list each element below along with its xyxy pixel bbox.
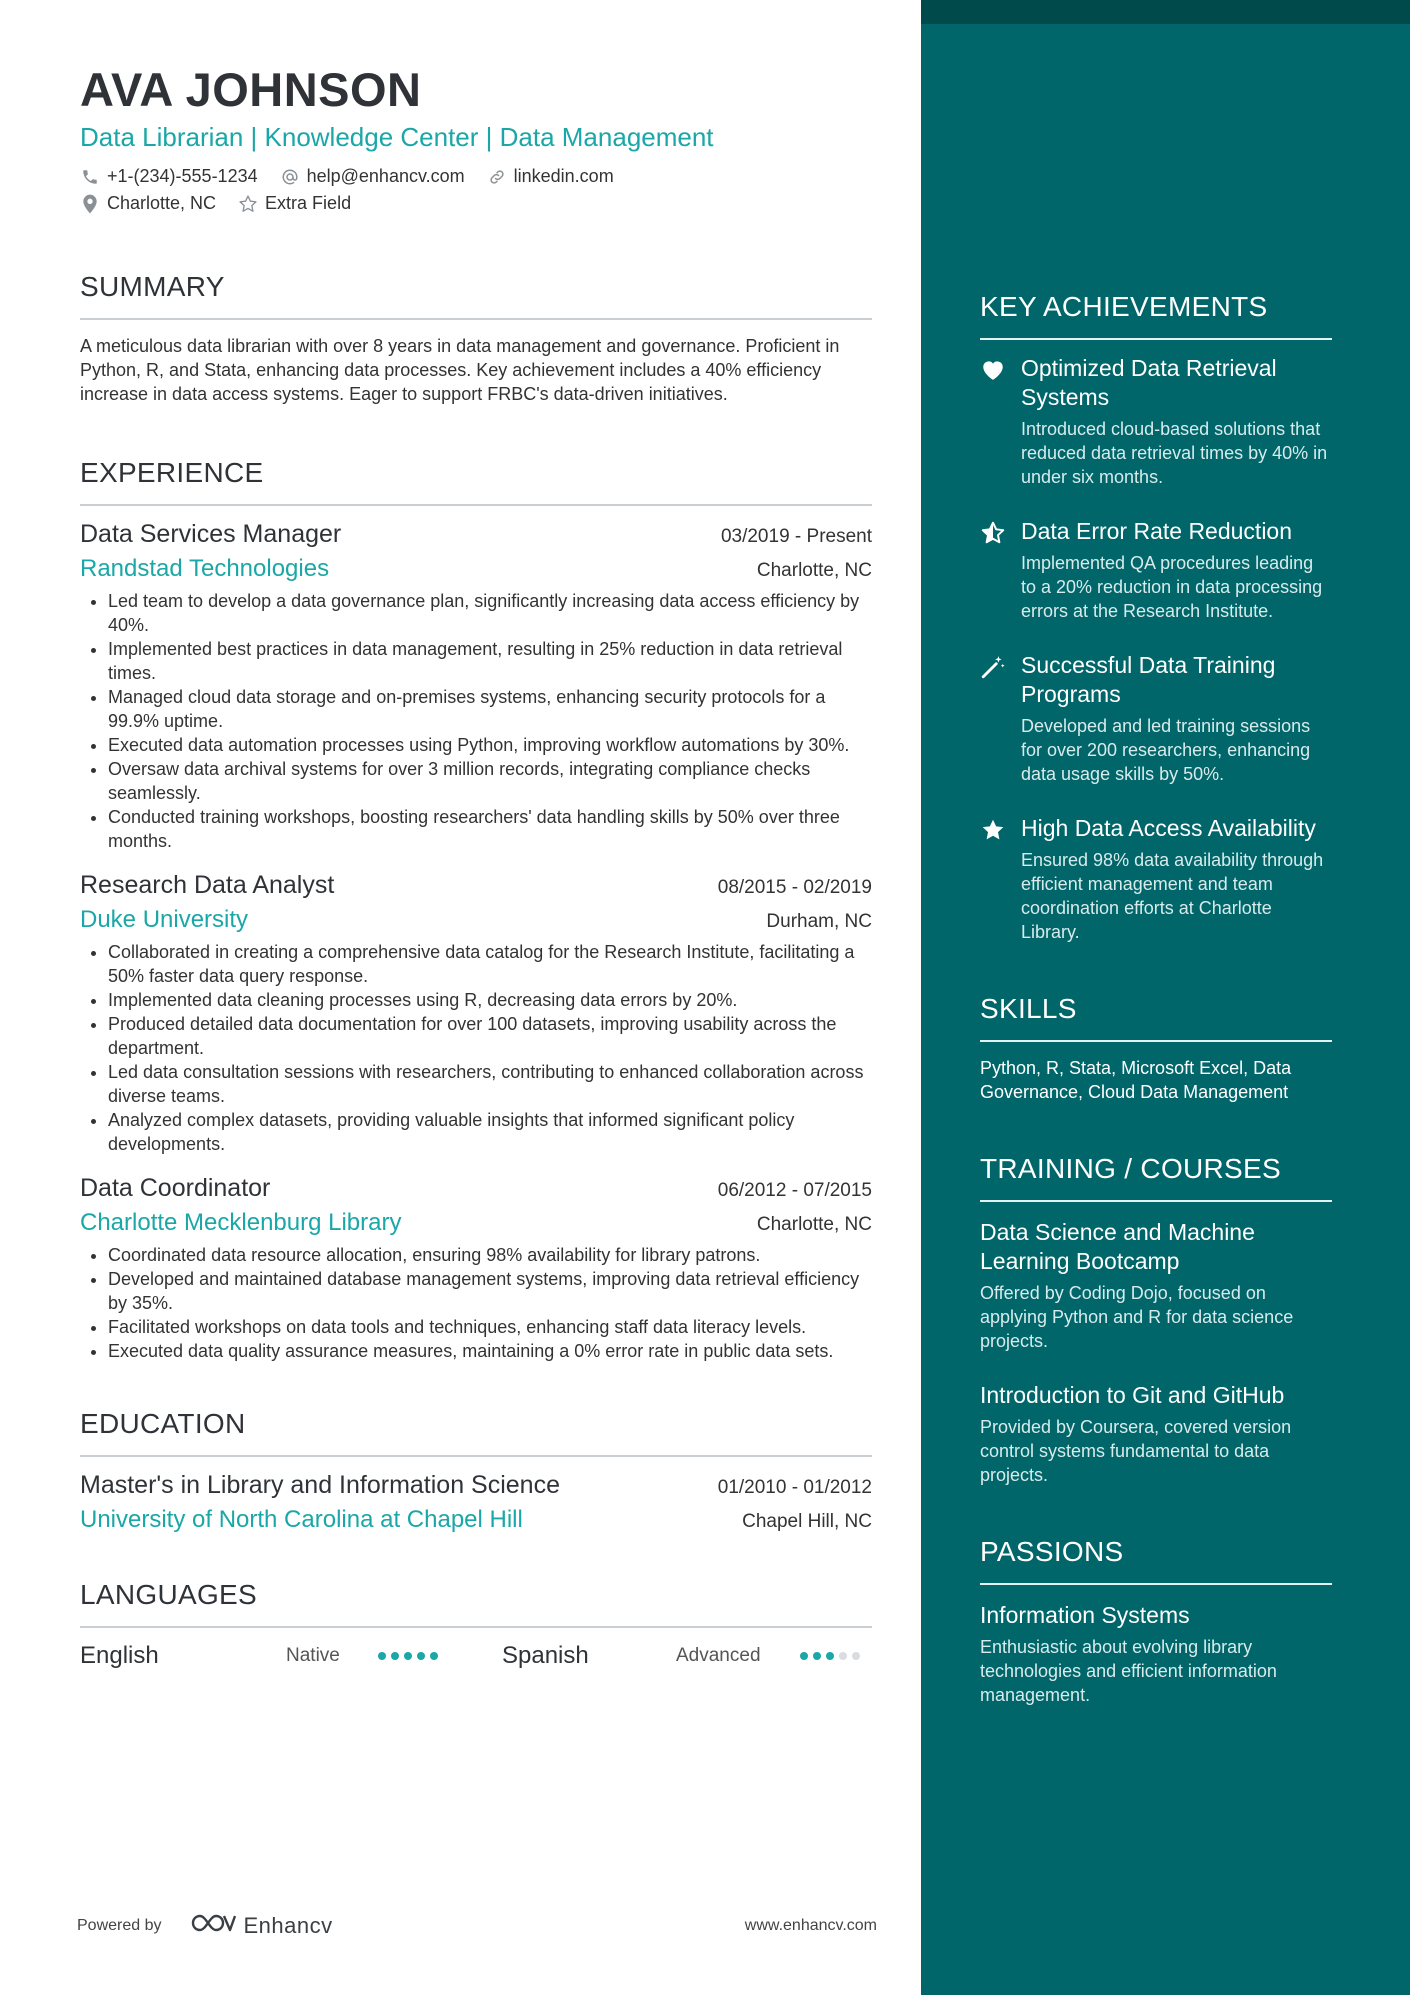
skills-text: Python, R, Stata, Microsoft Excel, Data Governance, Cloud Data Management: [980, 1058, 1292, 1102]
training-divider: [980, 1200, 1332, 1202]
experience-entry: [80, 871, 872, 1156]
job-bullet: • Collaborated in creating a comprehensive data catalog for the Research Institute, facilitating a 50% faster data query response.: [108, 940, 872, 988]
skills-section: [980, 992, 1332, 1104]
heart-icon: [980, 354, 1008, 489]
achievement-body: [1021, 354, 1332, 489]
proficiency-dot: [839, 1652, 847, 1660]
job-company: Randstad Technologies: [80, 555, 330, 582]
experience-title: EXPERIENCE: [80, 457, 264, 488]
training-title: TRAINING / COURSES: [980, 1153, 1281, 1184]
job-bullet: • Analyzed complex datasets, providing valuable insights that informed significant policy developments.: [108, 1108, 872, 1156]
passion-description: Enthusiastic about evolving library technologies and efficient information management.: [980, 1637, 1277, 1705]
contact-email[interactable]: [280, 166, 465, 187]
summary-divider: [80, 318, 872, 320]
achievement-description: Developed and led training sessions for over 200 researchers, enhancing data usage skills by 50%.: [1021, 716, 1311, 784]
achievement-title: Optimized Data Retrieval Systems: [1021, 355, 1277, 410]
star-icon: [980, 814, 1008, 944]
achievement-item: [980, 651, 1332, 786]
job-title: Research Data Analyst: [80, 871, 335, 899]
job-dates: 08/2015 - 02/2019: [717, 877, 872, 898]
footer: [77, 1912, 877, 1939]
languages-row: [80, 1642, 872, 1670]
job-location: Charlotte, NC: [756, 560, 872, 581]
education-degree: Master's in Library and Information Science: [80, 1471, 560, 1499]
job-row-bottom: [80, 906, 872, 934]
language-level: Native: [286, 1645, 340, 1666]
sidebar-content: [980, 290, 1332, 1707]
language-name: English: [80, 1642, 159, 1669]
course-title: Introduction to Git and GitHub: [980, 1382, 1285, 1408]
brand-name: Enhancv: [243, 1912, 333, 1938]
summary-text: A meticulous data librarian with over 8 years in data management and governance. Proficient in Python, R, and Stata, enhancing data processes. Key achievement includes a 40% efficiency increase in data access systems. Eager to support FRBC's data-driven initiatives.: [80, 336, 840, 404]
achievement-item: [980, 517, 1332, 623]
job-row-top: [80, 520, 872, 549]
phone-text: +1-(234)-555-1234: [107, 166, 258, 186]
proficiency-dot: [417, 1652, 425, 1660]
education-dates: 01/2010 - 01/2012: [717, 1477, 872, 1498]
course-description: Offered by Coding Dojo, focused on applying Python and R for data science projects.: [980, 1283, 1294, 1351]
education-entry: [80, 1471, 872, 1534]
job-bullet: • Oversaw data archival systems for over 3 million records, integrating compliance checks seamlessly.: [108, 757, 872, 805]
at-icon: [280, 167, 300, 187]
achievement-item: [980, 814, 1332, 944]
candidate-name: AVA JOHNSON: [80, 63, 422, 116]
proficiency-dot: [813, 1652, 821, 1660]
achievements-divider: [980, 338, 1332, 340]
contact-row-secondary: [80, 193, 872, 214]
achievement-title: Data Error Rate Reduction: [1021, 518, 1293, 544]
job-row-top: [80, 871, 872, 900]
achievements-list: [980, 354, 1332, 944]
languages-title: LANGUAGES: [80, 1579, 257, 1610]
email-text: help@enhancv.com: [306, 166, 465, 186]
education-title: EDUCATION: [80, 1408, 246, 1439]
job-title: Data Services Manager: [80, 520, 342, 548]
candidate-headline: Data Librarian | Knowledge Center | Data Management: [80, 122, 714, 152]
magic-wand-icon: [980, 651, 1008, 786]
experience-entry: [80, 520, 872, 853]
education-divider: [80, 1455, 872, 1457]
experience-section: [80, 456, 872, 1363]
skills-divider: [980, 1040, 1332, 1042]
passion-title: Information Systems: [980, 1602, 1190, 1628]
job-bullet: • Executed data automation processes using Python, improving workflow automations by 30%.: [108, 733, 872, 757]
training-section: [980, 1152, 1332, 1487]
summary-section: [80, 270, 872, 406]
achievement-item: [980, 354, 1332, 489]
job-dates: 03/2019 - Present: [720, 526, 872, 547]
language-proficiency-dots: [800, 1652, 860, 1660]
job-row-top: [80, 1174, 872, 1203]
job-bullets: [80, 940, 872, 1156]
contact-row-primary: [80, 166, 872, 187]
languages-section: [80, 1578, 872, 1670]
achievement-body: [1021, 517, 1332, 623]
experience-entry: [80, 1174, 872, 1363]
job-row-bottom: [80, 555, 872, 583]
job-company: Charlotte Mecklenburg Library: [80, 1209, 402, 1236]
extra-text: Extra Field: [265, 193, 352, 213]
proficiency-dot: [378, 1652, 386, 1660]
education-location: Chapel Hill, NC: [742, 1511, 872, 1532]
achievements-title: KEY ACHIEVEMENTS: [980, 291, 1268, 322]
proficiency-dot: [430, 1652, 438, 1660]
course-description: Provided by Coursera, covered version control systems fundamental to data projects.: [980, 1417, 1292, 1485]
course-title: Data Science and Machine Learning Bootcamp: [980, 1219, 1255, 1274]
achievement-title: High Data Access Availability: [1021, 815, 1316, 841]
job-location: Charlotte, NC: [756, 1214, 872, 1235]
job-bullet: • Conducted training workshops, boosting researchers' data handling skills by 50% over three months.: [108, 805, 872, 853]
achievement-description: Introduced cloud-based solutions that reduced data retrieval times by 40% in under six months.: [1021, 419, 1328, 487]
languages-divider: [80, 1626, 872, 1628]
brand-logo[interactable]: [190, 1912, 333, 1939]
achievement-body: [1021, 814, 1332, 944]
language-name: Spanish: [502, 1642, 589, 1669]
job-company: Duke University: [80, 906, 249, 933]
job-bullets: [80, 1243, 872, 1363]
job-bullets: [80, 589, 872, 853]
achievements-section: [980, 290, 1332, 944]
proficiency-dot: [826, 1652, 834, 1660]
job-bullet: • Managed cloud data storage and on-premises systems, enhancing security protocols for a 99.9% uptime.: [108, 685, 872, 733]
experience-divider: [80, 504, 872, 506]
job-bullet: • Implemented best practices in data management, resulting in 25% reduction in data retrieval times.: [108, 637, 872, 685]
education-section: [80, 1407, 872, 1534]
language-proficiency-dots: [378, 1652, 502, 1660]
contact-phone[interactable]: [80, 166, 258, 187]
experience-list: [80, 520, 872, 1363]
passions-divider: [980, 1583, 1332, 1585]
sidebar-column: [921, 0, 1410, 1995]
location-pin-icon: [80, 194, 100, 214]
achievement-description: Implemented QA procedures leading to a 20% reduction in data processing errors at the Research Institute.: [1021, 553, 1323, 621]
contact-location: [80, 193, 216, 214]
passions-section: [980, 1535, 1332, 1707]
achievement-body: [1021, 651, 1332, 786]
skills-title: SKILLS: [980, 993, 1077, 1024]
job-title: Data Coordinator: [80, 1174, 271, 1202]
education-row-top: [80, 1471, 872, 1500]
job-row-bottom: [80, 1209, 872, 1237]
proficiency-dot: [404, 1652, 412, 1660]
star-outline-icon: [238, 194, 258, 214]
proficiency-dot: [391, 1652, 399, 1660]
contact-linkedin[interactable]: [487, 166, 614, 187]
job-bullet: • Developed and maintained database management systems, improving data retrieval efficiency by 35%.: [108, 1267, 872, 1315]
education-row-bottom: [80, 1506, 872, 1534]
job-bullet: • Implemented data cleaning processes using R, decreasing data errors by 20%.: [108, 988, 872, 1012]
achievement-title: Successful Data Training Programs: [1021, 652, 1276, 707]
sidebar-top-band: [921, 0, 1410, 24]
proficiency-dot: [800, 1652, 808, 1660]
passions-title: PASSIONS: [980, 1536, 1124, 1567]
job-location: Durham, NC: [766, 911, 872, 932]
star-half-icon: [980, 517, 1008, 623]
phone-icon: [80, 167, 100, 187]
job-bullet: • Produced detailed data documentation for over 100 datasets, improving usability across the department.: [108, 1012, 872, 1060]
achievement-description: Ensured 98% data availability through efficient management and team coordination efforts at Charlotte Library.: [1021, 850, 1324, 942]
enhancv-logo-icon: [190, 1912, 236, 1939]
education-school: University of North Carolina at Chapel Hill: [80, 1506, 523, 1533]
powered-by-label: Powered by: [77, 1916, 162, 1934]
job-bullet: • Led team to develop a data governance plan, significantly increasing data access efficiency by 40%.: [108, 589, 872, 637]
proficiency-dot: [852, 1652, 860, 1660]
summary-title: SUMMARY: [80, 271, 225, 302]
job-dates: 06/2012 - 07/2015: [717, 1180, 872, 1201]
location-text: Charlotte, NC: [107, 193, 217, 213]
linkedin-text: linkedin.com: [513, 166, 614, 186]
job-bullet: • Facilitated workshops on data tools and techniques, enhancing staff data literacy levels.: [108, 1315, 872, 1339]
job-bullet: • Executed data quality assurance measures, maintaining a 0% error rate in public data sets.: [108, 1339, 872, 1363]
footer-url[interactable]: www.enhancv.com: [744, 1916, 877, 1934]
job-bullet: • Coordinated data resource allocation, ensuring 98% availability for library patrons.: [108, 1243, 872, 1267]
link-icon: [487, 167, 507, 187]
contact-extra: [238, 193, 351, 214]
job-bullet: • Led data consultation sessions with researchers, contributing to enhanced collaboration across diverse teams.: [108, 1060, 872, 1108]
language-level: Advanced: [676, 1645, 761, 1666]
main-content: [80, 62, 872, 1670]
